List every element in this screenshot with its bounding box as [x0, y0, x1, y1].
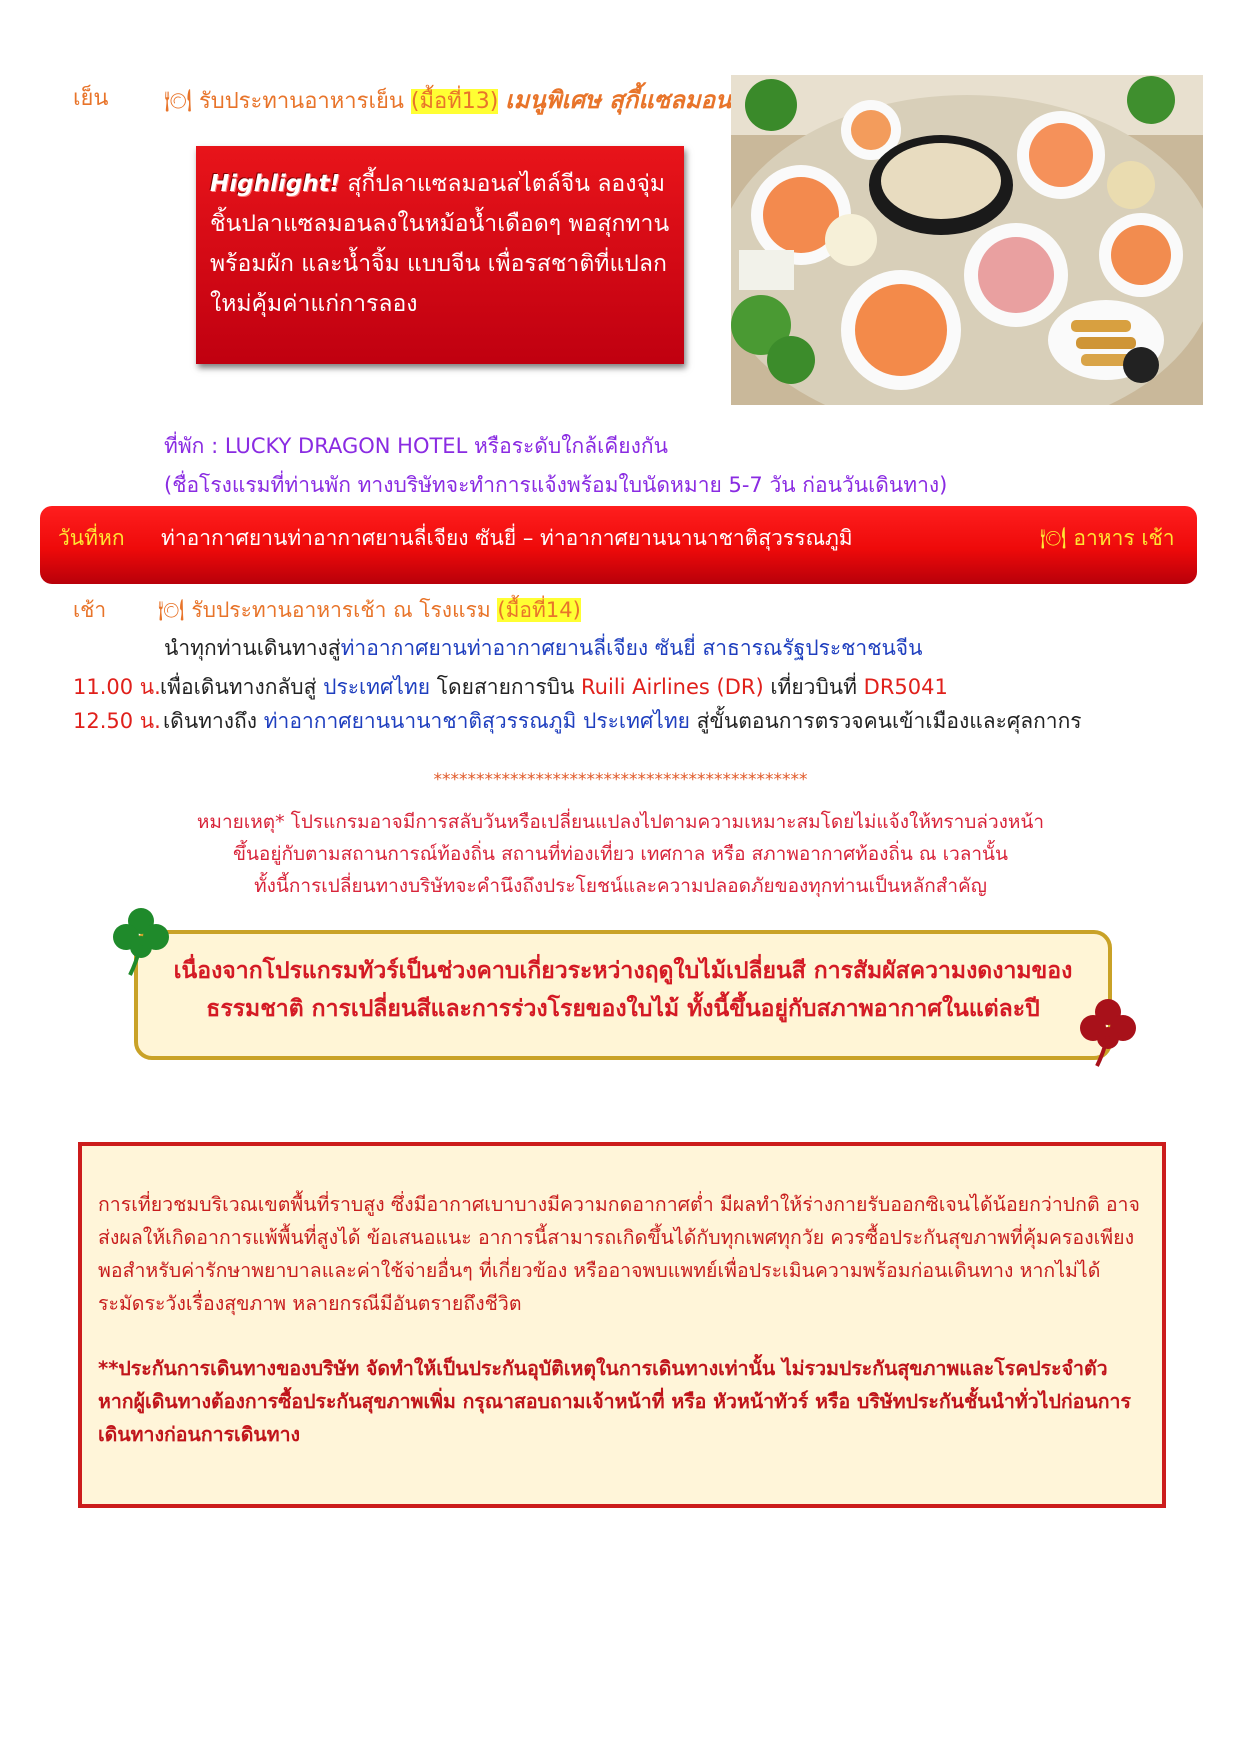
morning-time: เช้า: [73, 598, 107, 622]
breakfast-line: [158, 594, 581, 627]
season-notice-box: [134, 930, 1112, 1060]
hotel-name: LUCKY DRAGON HOTEL: [224, 434, 468, 458]
dinner-meal-tag: (มื้อที่13): [410, 89, 499, 114]
salmon-hotpot-photo: [731, 75, 1203, 405]
day-meals-text: อาหาร เช้า: [1073, 526, 1175, 550]
day-meals: [1040, 522, 1175, 555]
breakfast-text: รับประทานอาหารเช้า ณ โรงแรม: [191, 598, 491, 622]
hotel-suffix: หรือระดับใกล้เคียงกัน: [473, 434, 668, 458]
day-route: ท่าอากาศยานท่าอากาศยานลี่เจียง ซันยี่ – ท่าอากาศยานนานาชาติสุวรรณภูมิ: [161, 526, 853, 550]
dinner-time: เย็น: [73, 86, 109, 111]
flight-number: DR5041: [863, 675, 948, 699]
season-line: เนื่องจากโปรแกรมทัวร์เป็นช่วงคาบเกี่ยวระหว่างฤดูใบไม้เปลี่ยนสี การสัมผัสความงดงามของ: [173, 958, 1073, 984]
transfer-place: ท่าอากาศยานท่าอากาศยานลี่เจียง ซันยี่ สาธารณรัฐประชาชนจีน: [340, 636, 923, 660]
highlight-label: Highlight!: [210, 171, 341, 197]
season-line: ธรรมชาติ การเปลี่ยนสีและการร่วงโรยของใบไม้ ทั้งนี้ขึ้นอยู่กับสภาพอากาศในแต่ละปี: [206, 996, 1040, 1022]
schedule-text: เพื่อเดินทางกลับสู่: [160, 675, 324, 699]
schedule-time: 12.50 น.: [73, 709, 161, 733]
day-banner: [40, 506, 1197, 584]
season-notice-text: [138, 952, 1108, 1028]
remarks-line: หมายเหตุ* โปรแกรมอาจมีการสลับวันหรือเปลี่ยนแปลงไปตามความเหมาะสมโดยไม่แจ้งให้ทราบล่วงหน้า: [196, 811, 1045, 833]
hotel-line: [164, 430, 668, 463]
schedule-line: [163, 705, 1082, 738]
airline-name: Ruili Airlines (DR): [581, 675, 764, 699]
plate-icon: 🍽: [1040, 526, 1067, 550]
plate-icon: 🍽: [164, 89, 192, 114]
schedule-text: โดยสายการบิน: [430, 675, 582, 699]
destination-country: ประเทศไทย: [323, 675, 431, 699]
dinner-special: เมนูพิเศษ สุกี้แซลมอน: [505, 86, 732, 114]
schedule-line: [160, 671, 948, 704]
highlight-box: [196, 146, 684, 364]
transfer-line: [164, 632, 922, 665]
highlight-description: สุกี้ปลาแซลมอนสไตล์จีน ลองจุ่มชิ้นปลาแซลมอนลงในหม้อน้ำเดือดๆ พอสุกทานพร้อมผัก และน้ำจิ้ม แบบจีน เพื่อรสชาติที่แปลกใหม่คุ้มค่าแก่การลอง: [210, 171, 670, 317]
day-label: วันที่หก: [58, 526, 125, 550]
plate-icon: 🍽: [158, 598, 185, 622]
schedule-text: เที่ยวบินที่: [763, 675, 864, 699]
schedule-text: สู่ขั้นตอนการตรวจคนเข้าเมืองและศุลกากร: [689, 709, 1082, 733]
remarks-line: ขึ้นอยู่กับตามสถานการณ์ท้องถิ่น สถานที่ท่องเที่ยว เทศกาล หรือ สภาพอากาศท้องถิ่น ณ เวลานั้น: [232, 843, 1009, 865]
dinner-text: รับประทานอาหารเย็น: [198, 89, 404, 114]
highlight-text-block: [210, 164, 674, 324]
health-warning-box: [78, 1142, 1166, 1508]
arrival-airport: ท่าอากาศยานนานาชาติสุวรรณภูมิ ประเทศไทย: [263, 709, 690, 733]
health-warning-text: การเที่ยวชมบริเวณเขตพื้นที่ราบสูง ซึ่งมีอากาศเบาบางมีความกดอากาศต่ำ มีผลทำให้ร่างกายรับออกซิเจนได้น้อยกว่าปกติ อาจส่งผลให้เกิดอาการแพ้พื้นที่สูงได้ ข้อเสนอแนะ อาการนี้สามารถเกิดขึ้นได้กับทุกเพศทุกวัย ควรซื้อประกันสุขภาพที่คุ้มครองเพียงพอสำหรับค่ารักษาพยาบาลและค่าใช้จ่ายอื่นๆ ที่เกี่ยวข้อง หรืออาจพบแพทย์เพื่อประเมินความพร้อมก่อนเดินทาง หากไม่ได้ระมัดระวังเรื่องสุขภาพ หลายกรณีมีอันตรายถึงชีวิต: [98, 1193, 1140, 1315]
schedule-text: เดินทางถึง: [163, 709, 264, 733]
remarks-line: ทั้งนี้การเปลี่ยนทางบริษัทจะคำนึงถึงประโยชน์และความปลอดภัยของทุกท่านเป็นหลักสำคัญ: [254, 875, 987, 897]
hotel-note: (ชื่อโรงแรมที่ท่านพัก ทางบริษัทจะทำการแจ้งพร้อมใบนัดหมาย 5-7 วัน ก่อนวันเดินทาง): [164, 473, 948, 497]
separator-stars: ********************************************: [433, 770, 808, 790]
insurance-note: **ประกันการเดินทางของบริษัท จัดทำให้เป็นประกันอุบัติเหตุในการเดินทางเท่านั้น ไม่รวมประกันสุขภาพและโรคประจำตัว หากผู้เดินทางต้องการซื้อประกันสุขภาพเพิ่ม กรุณาสอบถามเจ้าหน้าที่ หรือ หัวหน้าทัวร์ หรือ บริษัทประกันชั้นนำทั่วไปก่อนการเดินทางก่อนการเดินทาง: [98, 1357, 1131, 1446]
hotel-label: ที่พัก :: [164, 434, 219, 458]
red-clover-icon: [1077, 996, 1139, 1072]
remarks-block: [0, 806, 1241, 902]
transfer-prefix: นำทุกท่านเดินทางสู่: [164, 636, 341, 660]
schedule-time: 11.00 น.: [73, 675, 161, 699]
dinner-line: [164, 80, 731, 119]
green-clover-icon: [110, 905, 172, 981]
breakfast-meal-tag: (มื้อที่14): [497, 598, 581, 622]
